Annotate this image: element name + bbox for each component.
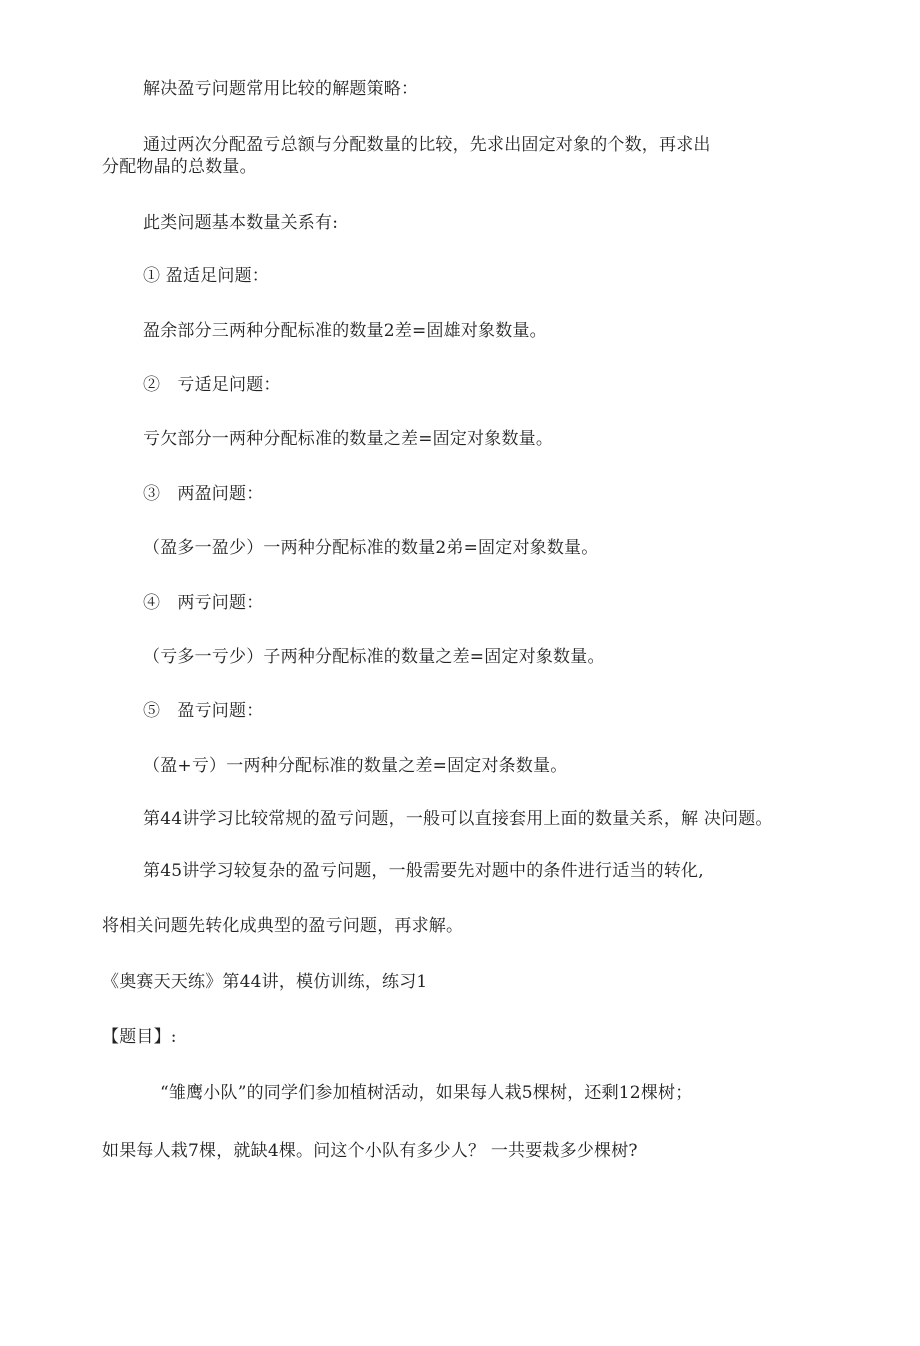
- intro-heading: 解决盈亏问题常用比较的解题策略：: [143, 79, 419, 99]
- case-3-formula: （盈多一盈少）一两种分配标准的数量2弟=固定对象数量。: [143, 538, 599, 558]
- case-2-label: ② 亏适足问题：: [143, 375, 281, 395]
- case-5-label: ⑤ 盈亏问题：: [143, 701, 264, 721]
- lecture-45-note-line-2: 将相关问题先转化成典型的盈亏问题，再求解。: [102, 916, 464, 936]
- relations-heading: 此类问题基本数量关系有:: [143, 213, 339, 233]
- problem-line-1: “雏鹰小队”的同学们参加植树活动，如果每人栽5棵树，还剩12棵树；: [160, 1083, 693, 1103]
- lecture-44-note: 第44讲学习比较常规的盈亏问题，一般可以直接套用上面的数量关系，解 决问题。: [143, 809, 773, 829]
- case-4-label: ④ 两亏问题：: [143, 593, 264, 613]
- case-3-label: ③ 两盈问题：: [143, 484, 264, 504]
- lecture-45-note-line-1: 第45讲学习较复杂的盈亏问题，一般需要先对题中的条件进行适当的转化,: [143, 861, 704, 881]
- strategy-line-2: 分配物晶的总数量。: [102, 157, 257, 177]
- case-1-formula: 盈余部分三两种分配标准的数量2差=固雄对象数量。: [143, 321, 547, 341]
- strategy-line-1: 通过两次分配盈亏总额与分配数量的比较，先求出固定对象的个数，再求出: [143, 135, 711, 155]
- problem-label: 【题目】:: [102, 1027, 177, 1047]
- case-1-label: ① 盈适足问题：: [143, 266, 270, 286]
- exercise-title: 《奥赛天天练》第44讲，模仿训练，练习1: [102, 972, 428, 992]
- case-4-formula: （亏多一亏少）子两种分配标准的数量之差=固定对象数量。: [143, 647, 605, 667]
- problem-line-2: 如果每人栽7棵，就缺4棵。问这个小队有多少人？ 一共要栽多少棵树?: [102, 1141, 638, 1161]
- case-5-formula: （盈+亏）一两种分配标准的数量之差=固定对条数量。: [143, 756, 568, 776]
- case-2-formula: 亏欠部分一两种分配标准的数量之差=固定对象数量。: [143, 429, 554, 449]
